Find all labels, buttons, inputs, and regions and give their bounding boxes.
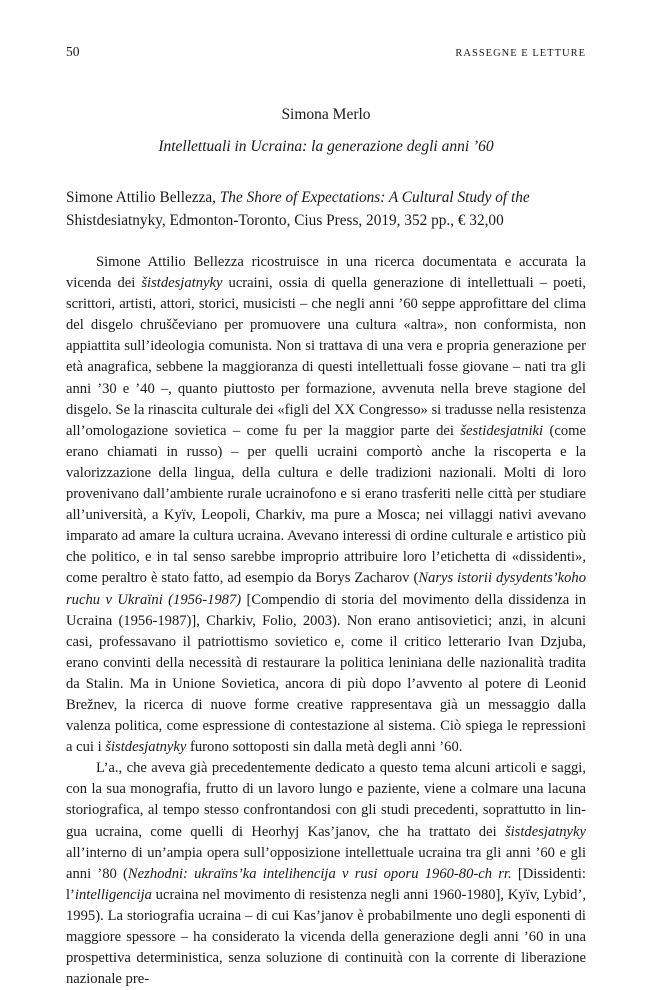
text-run: all’interno di un’ampia opera sull’opposizione intellettuale ucraina tra gli anni ’60 e gli anni ’80 ( (66, 844, 586, 882)
italic-text-run: šistdesjatnyky (105, 739, 187, 756)
citation-book-title: The Shore of Expectations: A Cultural Study of the (219, 189, 530, 206)
text-run: furono sottoposti sin dalla metà degli anni ’60. (186, 739, 463, 756)
text-run: ucraini, ossia di quella generazione di intellettuali – poeti, scrittori, artisti, attori, storici, musicisti – che negli anni ’60 seppe approfittare del clima del disgelo chruščeviano per promuovere una cultura «altra», non conformista, non appiattita sull’ideologia comunista. Non si trattava di una vera e propria generazione per età anagrafica, sebbene la maggioranza di questi intellettuali fosse giovane – nati tra gli anni ’30 e ’40 –, quanto piuttosto per formazione, avvenuta nella breve stagione del disgelo. Se la rinascita culturale dei «figli del XX Congresso» si tradusse nella resistenza all’omologazione sovietica – come fu per la maggior parte dei (66, 275, 586, 439)
citation-book-title-roman: Shistdesiatnyky, (66, 212, 166, 229)
running-head (66, 44, 586, 64)
italic-text-run: šistdesjatnyky (504, 823, 586, 840)
citation-author: Simone Attilio Bellezza, (66, 189, 220, 206)
paragraph (66, 758, 586, 990)
italic-text-run: šistdesjatnyky (141, 275, 223, 292)
text-run: (come erano chiamati in russo) – per quelli ucraini comportò anche la riscoperta e la valorizzazione della lingua, della cultura e delle tradizioni nazionali. Molti di loro provenivano dall’ambiente rurale ucrainofono e si erano trasferiti nelle città per studiare all’università, a Kyïv, Leopoli, Charkiv, ma pure a Mosca; nei villaggi nativi avevano imparato ad amare la cultura ucraina. Avevano interessi di ordine culturale e artistico più che politico, e in tal senso sarebbe improprio attribuire loro l’etichetta di «dissidenti», come peraltro è stato fatto, ad esempio da Borys Zacharov ( (66, 422, 586, 587)
paragraph (66, 252, 586, 758)
page-number: 50 (66, 44, 80, 59)
text-run: [Compendio di storia del movimento della dissidenza in Ucraina (1956-1987)], Charkiv, Folio, 2003). Non erano antisovietici; anzi, in alcuni casi, professavano il patriottismo sovietico e, come il critico letterario Ivan Dzjuba, erano convinti della necessità di restaurare la politica leniniana delle nazionalità tradita da Stalin. Ma in Unione Sovietica, ancora di più dopo l’avvento al potere di Leonid Brežnev, la ricerca di nuove forme creative rappresentava già un messaggio dalla valenza politica, come espressione di contestazione al sistema. Ciò spiega le repressioni a cui i (66, 591, 586, 756)
italic-text-run: Narys istorii dysydents’koho ruchu v Ukraïni (1956-1987) (66, 570, 586, 608)
section-title: RASSEGNE E LETTURE (455, 48, 586, 59)
text-run: L’a., che aveva già precedentemente dedicato a questo tema alcuni articoli e saggi, con la sua monografia, frutto di un lavoro lungo e paziente, viene a colmare una lacuna storiografica, al tempo stesso confrontandosi con gli studi precedenti, soprattutto in lingua ucraina, come quelli di Heorhyj Kas’janov, che ha trattato dei (66, 760, 586, 840)
citation-publication: Edmonton-Toronto, Cius Press, 2019, 352 pp., € 32,00 (165, 212, 504, 229)
text-run: [Dissidenti: l’ (66, 865, 586, 903)
review-body (66, 252, 586, 990)
text-run: Simone Attilio Bellezza ricostruisce in una ricerca documentata e accurata la vicenda dei (66, 254, 586, 292)
article-author: Simona Merlo (281, 106, 371, 123)
italic-text-run: Nezhodni: ukraïns’ka intelihencija v rusi oporu 1960-80-ch rr. (127, 865, 512, 882)
text-run: ucraina nel movimento di resistenza negli anni 1960-1980], Kyïv, Lybid’, 1995). La storiografia ucraina – di cui Kas’janov è probabilmente uno degli esponenti di maggiore spessore – ha considerato la vicenda della generazione degli anni ’60 in una prospettiva deterministica, senza soluzione di continuità con la corrente di liberazione nazionale pre- (66, 886, 586, 988)
page (66, 44, 586, 990)
italic-text-run: intelligencija (74, 886, 152, 903)
italic-text-run: šestidesjatniki (460, 422, 544, 439)
article-title: Intellettuali in Ucraina: la generazione degli anni ’60 (158, 138, 494, 155)
book-citation (66, 186, 586, 232)
